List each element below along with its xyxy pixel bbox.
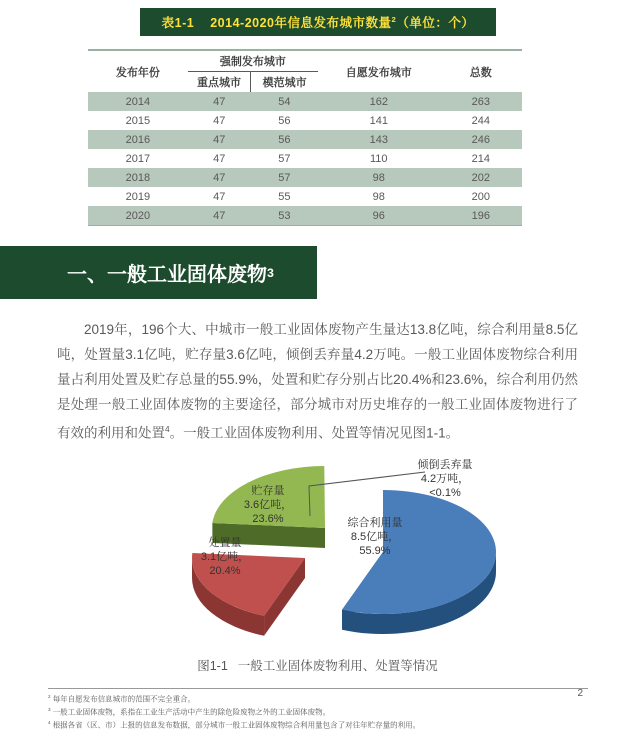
table-cell: 2016	[125, 133, 151, 146]
section-heading-text: 一、一般工业固体废物	[67, 264, 268, 286]
table-title-bar	[140, 8, 496, 36]
table-row	[88, 206, 522, 226]
pie-slice-label: 3.6亿吨，	[243, 498, 293, 511]
table-cell: 200	[471, 190, 490, 203]
table-cell: 55	[278, 190, 291, 203]
table-cell: 110	[369, 152, 388, 165]
table-cell: 47	[213, 190, 226, 203]
table-cell: 96	[372, 209, 385, 222]
figure-caption-text: 一般工业固体废物利用、处置等情况	[237, 658, 438, 673]
table-cell: 162	[369, 95, 388, 108]
footnote-line	[48, 718, 565, 731]
col-header-mandatory-group: 强制发布城市	[188, 50, 318, 72]
page-number: 2	[577, 688, 583, 699]
table-cell: 54	[278, 95, 291, 108]
pie-slice-label: 倾倒丢弃量	[417, 458, 473, 471]
paragraph-part1: 2019年，196个大、中城市一般工业固体废物产生量达13.8亿吨，综合利用量8.5亿吨，处置量3.1亿吨，贮存量3.6亿吨，倾倒丢弃量4.2万吨。一般工业固体废物综合利用量占利用处置及贮存总量的55.9%，处置和贮存分别占比20.4%和23.6%，综合利用仍然是处理一般工业固体废物的主要途径，部分城市对历史堆存的一般工业固体废物进行了有效的利用和处置	[57, 322, 578, 441]
table-row	[88, 187, 522, 206]
table-cell: 47	[213, 95, 226, 108]
table-cell: 57	[278, 171, 291, 184]
table-cell: 98	[372, 190, 385, 203]
pie-slice-label: 8.5亿吨，	[350, 530, 400, 543]
publish-table-body	[88, 92, 522, 226]
table-cell: 47	[213, 209, 226, 222]
table-title-unit: （单位：个）	[396, 16, 475, 30]
table-cell: 57	[278, 152, 291, 165]
footnote-marker: 2	[48, 693, 51, 699]
table-title-footnote-ref: 2	[391, 14, 397, 24]
footnote-text: 根据各省（区、市）上报的信息发布数据，部分城市一般工业固体废物综合利用量包含了对往年贮存量的利用。	[52, 720, 421, 729]
table-cell: 56	[278, 114, 291, 127]
figure-caption	[0, 656, 635, 674]
paragraph-footnote-ref: 4	[165, 424, 170, 434]
table-number: 表1-1	[161, 16, 195, 30]
pie-slice-label: 处置量	[208, 536, 242, 549]
table-cell: 47	[213, 171, 226, 184]
pie-slice-label: 55.9%	[359, 544, 391, 557]
pie-slice-label: 3.1亿吨，	[200, 550, 250, 563]
col-header-total: 总数	[469, 66, 492, 79]
pie-chart-svg	[125, 454, 515, 644]
table-cell: 214	[471, 152, 490, 165]
table-cell: 246	[471, 133, 490, 146]
pie-slice-label: <0.1%	[429, 486, 461, 499]
table-cell: 196	[471, 209, 490, 222]
footnotes	[48, 692, 565, 731]
table-row	[88, 168, 522, 187]
table-cell: 47	[213, 152, 226, 165]
table-cell: 2019	[125, 190, 151, 203]
col-header-model-cities: 模范城市	[262, 77, 307, 89]
pie-slice-label: 23.6%	[252, 512, 284, 525]
table-row	[88, 130, 522, 149]
publish-city-table	[88, 49, 522, 226]
table-row	[88, 149, 522, 168]
table-row	[88, 111, 522, 130]
table-cell: 2020	[125, 209, 151, 222]
footnote-separator	[48, 688, 588, 689]
footnote-marker: 3	[48, 706, 51, 712]
pie-slice-label: 4.2万吨，	[420, 472, 470, 485]
pie-slice-label: 20.4%	[209, 564, 241, 577]
footnote-line	[48, 692, 565, 705]
table-cell: 2015	[125, 114, 151, 127]
footnote-text: 每年自愿发布信息城市的范围不完全重合。	[52, 694, 196, 703]
table-header	[88, 50, 522, 92]
figure-caption-label: 图1-1	[197, 658, 228, 673]
table-cell: 53	[278, 209, 291, 222]
section-heading-banner	[0, 246, 317, 299]
table-cell: 47	[213, 114, 226, 127]
col-header-key-cities: 重点城市	[188, 72, 251, 93]
table-cell: 98	[372, 171, 385, 184]
pie-chart-figure	[125, 454, 515, 644]
pie-slice-label: 贮存量	[251, 484, 285, 497]
table-title-text: 2014-2020年信息发布城市数量	[210, 16, 392, 30]
footnote-text: 一般工业固体废物，系指在工业生产活动中产生的除危险废物之外的工业固体废物。	[52, 707, 331, 716]
table-cell: 2017	[125, 152, 151, 165]
footnote-marker: 4	[48, 719, 51, 725]
paragraph-part2: 。一般工业固体废物利用、处置等情况见图1-1。	[169, 425, 460, 441]
table-cell: 143	[369, 133, 388, 146]
table-cell: 2014	[125, 95, 151, 108]
col-header-year: 发布年份	[115, 66, 160, 79]
body-paragraph	[57, 317, 578, 446]
table-cell: 47	[213, 133, 226, 146]
table-cell: 141	[369, 114, 388, 127]
table-cell: 263	[471, 95, 490, 108]
pie-slice-label: 综合利用量	[347, 516, 403, 529]
table-cell: 56	[278, 133, 291, 146]
footnote-line	[48, 705, 565, 718]
table-cell: 244	[471, 114, 490, 127]
table-cell: 202	[471, 171, 490, 184]
section-heading-footnote-ref: 3	[267, 265, 274, 280]
table-row	[88, 92, 522, 111]
table-cell: 2018	[125, 171, 151, 184]
col-header-voluntary: 自愿发布城市	[345, 66, 412, 79]
